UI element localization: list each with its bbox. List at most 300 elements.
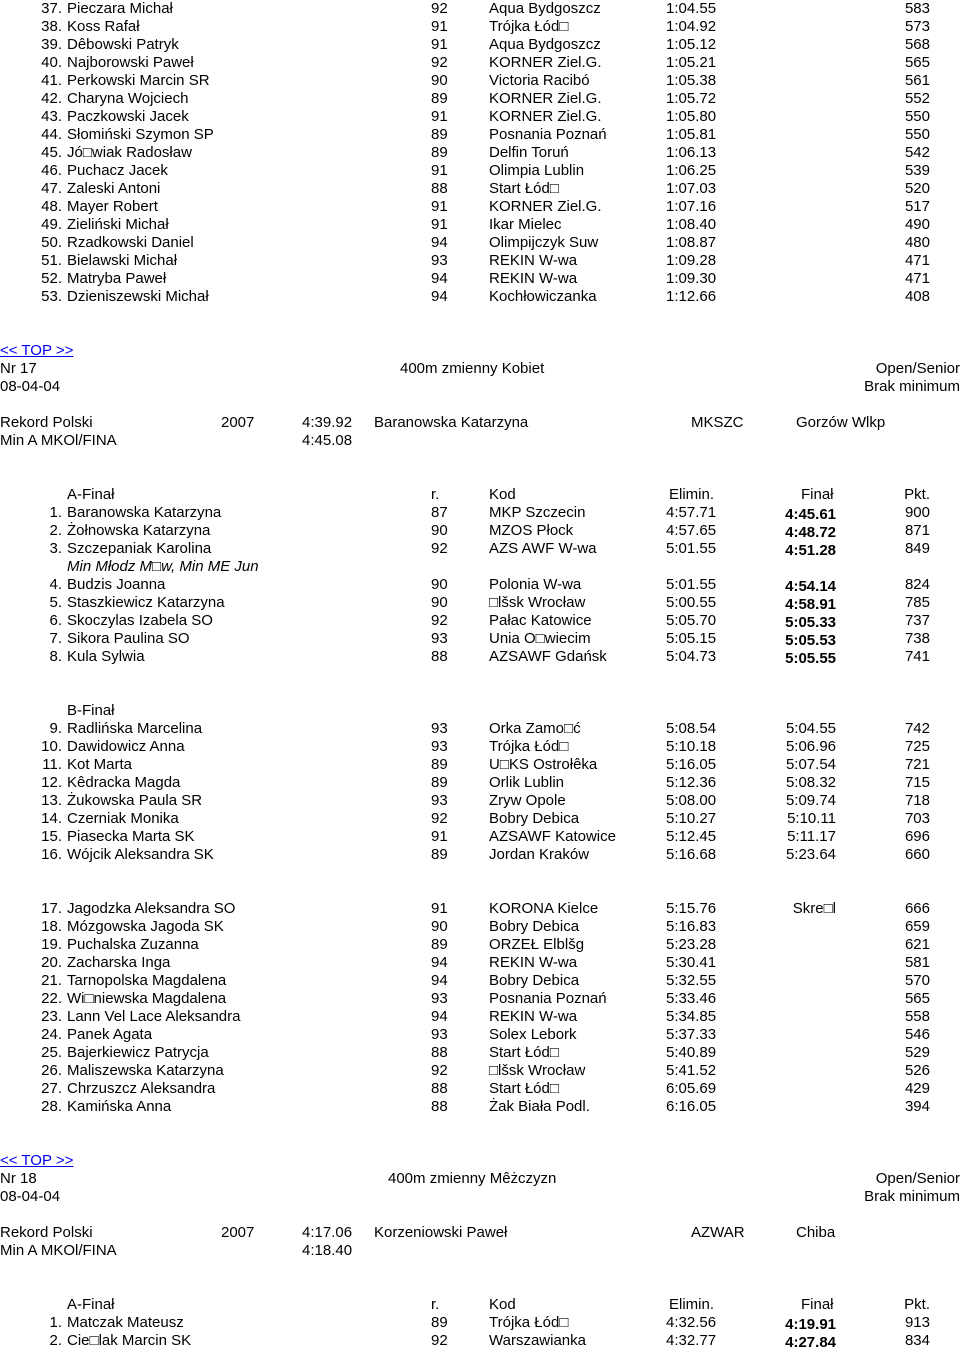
heat-time: 5:10.27: [666, 810, 717, 827]
swimmer-name: Dawidowicz Anna: [67, 738, 185, 755]
heat-time: 5:16.68: [666, 846, 717, 863]
column-header-row: [0, 1296, 960, 1314]
birth-year: 92: [431, 540, 448, 557]
result-row: [0, 252, 960, 270]
event-category: Open/Senior: [875, 1170, 960, 1187]
club-name: Orlik Lublin: [489, 774, 565, 791]
place-number: 16.: [41, 846, 62, 863]
top-link[interactable]: << TOP >>: [0, 342, 74, 359]
heat-time: 5:34.85: [666, 1008, 717, 1025]
event-category: Open/Senior: [875, 360, 960, 377]
place-number: 19.: [41, 936, 62, 953]
header-final: Finał: [801, 486, 834, 503]
birth-year: 89: [431, 846, 448, 863]
b-final-header-row: [0, 702, 960, 720]
swimmer-name: Żołnowska Katarzyna: [67, 522, 211, 539]
heat-time: 5:01.55: [666, 576, 717, 593]
club-name: KORNER Ziel.G.: [489, 198, 602, 215]
swimmer-name: Piasecka Marta SK: [67, 828, 195, 845]
swimmer-name: Bielawski Michał: [67, 252, 178, 269]
result-row: [0, 1098, 960, 1116]
swimmer-name: Charyna Wojciech: [67, 90, 189, 107]
result-row: [0, 0, 960, 18]
club-name: Victoria Racibó: [489, 72, 590, 89]
club-name: □lšsk Wrocław: [489, 1062, 586, 1079]
result-row: [0, 918, 960, 936]
swimmer-name: Pieczara Michał: [67, 0, 173, 17]
birth-year: 92: [431, 1062, 448, 1079]
record-row: [0, 414, 960, 432]
points: 583: [904, 0, 930, 17]
result-row: [0, 216, 960, 234]
points: 824: [904, 576, 930, 593]
heat-time: 5:32.55: [666, 972, 717, 989]
swimmer-name: Rzadkowski Daniel: [67, 234, 194, 251]
final-time: 5:09.74: [785, 792, 836, 809]
birth-year: 89: [431, 756, 448, 773]
swimmer-name: Paczkowski Jacek: [67, 108, 189, 125]
points: 408: [904, 288, 930, 305]
place-number: 22.: [41, 990, 62, 1007]
club-name: Unia O□wiecim: [489, 630, 591, 647]
result-row: [0, 900, 960, 918]
birth-year: 90: [431, 594, 448, 611]
club-name: Aqua Bydgoszcz: [489, 0, 601, 17]
swimmer-name: Jó□wiak Radosław: [67, 144, 192, 161]
result-time: 1:05.81: [666, 126, 717, 143]
points: 542: [904, 144, 930, 161]
heat-time: 4:57.65: [666, 522, 717, 539]
club-name: Start Łód□: [489, 1044, 559, 1061]
points: 568: [904, 36, 930, 53]
points: 703: [904, 810, 930, 827]
club-name: MZOS Płock: [489, 522, 574, 539]
club-name: □lšsk Wrocław: [489, 594, 586, 611]
header-year: r.: [431, 1296, 440, 1313]
place-number: 14.: [41, 810, 62, 827]
swimmer-name: Dêbowski Patryk: [67, 36, 179, 53]
swimmer-name: Kula Sylwia: [67, 648, 145, 665]
club-name: Start Łód□: [489, 180, 559, 197]
swimmer-name: Szczepaniak Karolina: [67, 540, 212, 557]
points: 520: [904, 180, 930, 197]
place-number: 15.: [41, 828, 62, 845]
birth-year: 91: [431, 162, 448, 179]
birth-year: 89: [431, 90, 448, 107]
final-time: 5:05.55: [785, 650, 836, 667]
points: 550: [904, 108, 930, 125]
club-name: KORNER Ziel.G.: [489, 90, 602, 107]
club-name: Trójka Łód□: [489, 1314, 569, 1331]
birth-year: 90: [431, 522, 448, 539]
b-final-label: B-Finał: [67, 702, 115, 719]
result-row: [0, 504, 960, 522]
final-time: 5:04.55: [785, 720, 836, 737]
birth-year: 94: [431, 234, 448, 251]
points: 871: [904, 522, 930, 539]
birth-year: 93: [431, 1026, 448, 1043]
swimmer-name: Cie□lak Marcin SK: [67, 1332, 192, 1349]
place-number: 51.: [41, 252, 62, 269]
result-row: [0, 1314, 960, 1332]
header-club: Kod: [489, 486, 516, 503]
birth-year: 92: [431, 1332, 448, 1349]
result-row: [0, 612, 960, 630]
result-row: [0, 54, 960, 72]
swimmer-name: Matczak Mateusz: [67, 1314, 184, 1331]
points: 725: [904, 738, 930, 755]
swimmer-name: Koss Rafał: [67, 18, 140, 35]
heat-time: 5:30.41: [666, 954, 717, 971]
place-number: 28.: [41, 1098, 62, 1115]
final-time: 5:10.11: [787, 810, 836, 827]
club-name: MKP Szczecin: [489, 504, 586, 521]
birth-year: 94: [431, 954, 448, 971]
birth-year: 88: [431, 180, 448, 197]
points: 581: [904, 954, 930, 971]
event-date-row: [0, 1188, 960, 1206]
club-name: Solex Lebork: [489, 1026, 577, 1043]
result-row: [0, 90, 960, 108]
header-final-name: A-Finał: [67, 486, 115, 503]
result-row: [0, 846, 960, 864]
birth-year: 92: [431, 612, 448, 629]
place-number: 44.: [41, 126, 62, 143]
result-row: [0, 774, 960, 792]
heat-time: 5:12.45: [666, 828, 717, 845]
place-number: 39.: [41, 36, 62, 53]
birth-year: 93: [431, 630, 448, 647]
heat-time: 5:08.00: [666, 792, 717, 809]
place-number: 10.: [41, 738, 62, 755]
points: 737: [904, 612, 930, 629]
points: 573: [904, 18, 930, 35]
record-holder: Baranowska Katarzyna: [374, 414, 529, 431]
record-label: Rekord Polski: [0, 414, 93, 431]
birth-year: 90: [431, 72, 448, 89]
qualification-note: Min Młodz M□w, Min ME Jun: [67, 558, 259, 575]
header-heats: Elimin.: [669, 1296, 715, 1313]
club-name: Trójka Łód□: [489, 18, 569, 35]
result-time: 1:05.12: [666, 36, 717, 53]
place-number: 38.: [41, 18, 62, 35]
points: 900: [904, 504, 930, 521]
club-name: Polonia W-wa: [489, 576, 582, 593]
swimmer-name: Kêdracka Magda: [67, 774, 181, 791]
swimmer-name: Chrzuszcz Aleksandra: [67, 1080, 216, 1097]
heat-time: 5:10.18: [666, 738, 717, 755]
result-time: 1:08.40: [666, 216, 717, 233]
points: 834: [904, 1332, 930, 1349]
result-row: [0, 720, 960, 738]
swimmer-name: Żukowska Paula SR: [67, 792, 203, 809]
swimmer-name: Puchalska Zuzanna: [67, 936, 199, 953]
place-number: 46.: [41, 162, 62, 179]
header-points: Pkt.: [904, 486, 930, 503]
record-holder: Korzeniowski Paweł: [374, 1224, 508, 1241]
place-number: 2.: [49, 522, 62, 539]
result-row: [0, 180, 960, 198]
birth-year: 93: [431, 252, 448, 269]
final-time: 4:48.72: [785, 524, 836, 541]
heat-time: 5:37.33: [666, 1026, 717, 1043]
header-year: r.: [431, 486, 440, 503]
place-number: 43.: [41, 108, 62, 125]
result-time: 1:05.72: [666, 90, 717, 107]
heat-time: 5:16.83: [666, 918, 717, 935]
place-number: 24.: [41, 1026, 62, 1043]
swimmer-name: Maliszewska Katarzyna: [67, 1062, 224, 1079]
record-club: AZWAR: [691, 1224, 745, 1241]
club-name: Delfin Toruń: [489, 144, 569, 161]
header-club: Kod: [489, 1296, 516, 1313]
result-row: [0, 270, 960, 288]
place-number: 37.: [41, 0, 62, 17]
points: 517: [904, 198, 930, 215]
club-name: KORNER Ziel.G.: [489, 54, 602, 71]
event-minimum: Brak minimum: [864, 378, 960, 395]
result-row: [0, 126, 960, 144]
final-time: 4:27.84: [785, 1334, 836, 1351]
points: 785: [904, 594, 930, 611]
birth-year: 90: [431, 576, 448, 593]
result-time: 1:12.66: [666, 288, 717, 305]
record-time: 4:39.92: [302, 414, 353, 431]
result-row: [0, 1080, 960, 1098]
place-number: 52.: [41, 270, 62, 287]
result-row: [0, 162, 960, 180]
swimmer-name: Tarnopolska Magdalena: [67, 972, 227, 989]
final-time: 5:05.53: [785, 632, 836, 649]
result-row: [0, 954, 960, 972]
top-link[interactable]: << TOP >>: [0, 1152, 74, 1169]
swimmer-name: Lann Vel Lace Aleksandra: [67, 1008, 241, 1025]
final-time: 4:54.14: [785, 578, 836, 595]
heat-time: 4:32.77: [666, 1332, 717, 1349]
birth-year: 90: [431, 918, 448, 935]
points: 394: [904, 1098, 930, 1115]
swimmer-name: Bajerkiewicz Patrycja: [67, 1044, 209, 1061]
place-number: 9.: [49, 720, 62, 737]
event-date: 08-04-04: [0, 1188, 61, 1205]
final-time: Skre□l: [792, 900, 836, 917]
result-time: 1:05.21: [666, 54, 717, 71]
final-time: 4:58.91: [785, 596, 836, 613]
event-date-row: [0, 378, 960, 396]
place-number: 11.: [42, 756, 62, 773]
final-time: 4:19.91: [785, 1316, 836, 1333]
swimmer-name: Baranowska Katarzyna: [67, 504, 222, 521]
swimmer-name: Mayer Robert: [67, 198, 158, 215]
club-name: Warszawianka: [489, 1332, 586, 1349]
heat-time: 6:16.05: [666, 1098, 717, 1115]
place-number: 53.: [41, 288, 62, 305]
result-row: [0, 1062, 960, 1080]
birth-year: 91: [431, 18, 448, 35]
header-final: Finał: [801, 1296, 834, 1313]
points: 565: [904, 54, 930, 71]
result-row: [0, 540, 960, 558]
final-time: 5:05.33: [785, 614, 836, 631]
club-name: REKIN W-wa: [489, 1008, 578, 1025]
min-a-label: Min A MKOl/FINA: [0, 432, 117, 449]
place-number: 8.: [49, 648, 62, 665]
points: 558: [904, 1008, 930, 1025]
heat-time: 5:12.36: [666, 774, 717, 791]
place-number: 17.: [41, 900, 62, 917]
club-name: Ikar Mielec: [489, 216, 562, 233]
result-row: [0, 1044, 960, 1062]
club-name: Bobry Debica: [489, 810, 580, 827]
birth-year: 88: [431, 1044, 448, 1061]
result-time: 1:09.30: [666, 270, 717, 287]
place-number: 12.: [41, 774, 62, 791]
club-name: KORONA Kielce: [489, 900, 599, 917]
record-row: [0, 1224, 960, 1242]
swimmer-name: Panek Agata: [67, 1026, 153, 1043]
birth-year: 92: [431, 0, 448, 17]
points: 715: [904, 774, 930, 791]
points: 666: [904, 900, 930, 917]
club-name: Zryw Opole: [489, 792, 566, 809]
points: 659: [904, 918, 930, 935]
birth-year: 94: [431, 270, 448, 287]
birth-year: 93: [431, 720, 448, 737]
record-club: MKSZC: [691, 414, 744, 431]
result-row: [0, 792, 960, 810]
points: 561: [904, 72, 930, 89]
club-name: Olimpia Lublin: [489, 162, 585, 179]
heat-time: 4:32.56: [666, 1314, 717, 1331]
club-name: REKIN W-wa: [489, 252, 578, 269]
birth-year: 88: [431, 648, 448, 665]
record-year: 2007: [221, 1224, 255, 1241]
points: 721: [904, 756, 930, 773]
result-row: [0, 990, 960, 1008]
club-name: REKIN W-wa: [489, 270, 578, 287]
min-a-time: 4:18.40: [302, 1242, 353, 1259]
points: 849: [904, 540, 930, 557]
result-row: [0, 828, 960, 846]
club-name: U□KS Ostrołêka: [489, 756, 598, 773]
result-row: [0, 756, 960, 774]
header-final-name: A-Finał: [67, 1296, 115, 1313]
heat-time: 5:15.76: [666, 900, 717, 917]
swimmer-name: Sikora Paulina SO: [67, 630, 190, 647]
event-title-row: [0, 1170, 960, 1188]
result-time: 1:06.25: [666, 162, 717, 179]
club-name: Bobry Debica: [489, 972, 580, 989]
points: 526: [904, 1062, 930, 1079]
record-city: Gorzów Wlkp: [796, 414, 886, 431]
record-city: Chiba: [796, 1224, 836, 1241]
place-number: 47.: [41, 180, 62, 197]
swimmer-name: Czerniak Monika: [67, 810, 179, 827]
points: 742: [904, 720, 930, 737]
swimmer-name: Radlińska Marcelina: [67, 720, 203, 737]
birth-year: 91: [431, 36, 448, 53]
points: 471: [904, 270, 930, 287]
club-name: Trójka Łód□: [489, 738, 569, 755]
record-label: Rekord Polski: [0, 1224, 93, 1241]
birth-year: 92: [431, 810, 448, 827]
birth-year: 92: [431, 54, 448, 71]
final-time: 5:07.54: [785, 756, 836, 773]
result-row: [0, 648, 960, 666]
result-time: 1:05.38: [666, 72, 717, 89]
final-time: 5:08.32: [785, 774, 836, 791]
club-name: Jordan Kraków: [489, 846, 590, 863]
place-number: 41.: [41, 72, 62, 89]
result-time: 1:04.92: [666, 18, 717, 35]
result-row: [0, 144, 960, 162]
birth-year: 91: [431, 828, 448, 845]
points: 529: [904, 1044, 930, 1061]
swimmer-name: Słomiński Szymon SP: [67, 126, 214, 143]
min-a-time: 4:45.08: [302, 432, 353, 449]
club-name: AZSAWF Gdańsk: [489, 648, 607, 665]
points: 546: [904, 1026, 930, 1043]
points: 552: [904, 90, 930, 107]
final-time: 4:45.61: [785, 506, 836, 523]
swimmer-name: Zieliński Michał: [67, 216, 169, 233]
club-name: Olimpijczyk Suw: [489, 234, 599, 251]
result-row: [0, 288, 960, 306]
birth-year: 91: [431, 108, 448, 125]
points: 570: [904, 972, 930, 989]
heat-time: 5:16.05: [666, 756, 717, 773]
birth-year: 94: [431, 288, 448, 305]
result-time: 1:05.80: [666, 108, 717, 125]
place-number: 7.: [49, 630, 62, 647]
swimmer-name: Puchacz Jacek: [67, 162, 168, 179]
birth-year: 93: [431, 990, 448, 1007]
result-row: [0, 108, 960, 126]
birth-year: 94: [431, 972, 448, 989]
swimmer-name: Kamińska Anna: [67, 1098, 172, 1115]
birth-year: 89: [431, 1314, 448, 1331]
club-name: Żak Biała Podl.: [489, 1098, 590, 1115]
event-number: Nr 17: [0, 360, 37, 377]
result-time: 1:04.55: [666, 0, 717, 17]
heat-time: 5:23.28: [666, 936, 717, 953]
record-time: 4:17.06: [302, 1224, 353, 1241]
points: 471: [904, 252, 930, 269]
swimmer-name: Kot Marta: [67, 756, 133, 773]
swimmer-name: Dzieniszewski Michał: [67, 288, 209, 305]
result-time: 1:06.13: [666, 144, 717, 161]
result-row: [0, 630, 960, 648]
club-name: AZSAWF Katowice: [489, 828, 616, 845]
result-row: [0, 810, 960, 828]
min-a-row: [0, 432, 960, 450]
record-year: 2007: [221, 414, 255, 431]
club-name: Bobry Debica: [489, 918, 580, 935]
swimmer-name: Wójcik Aleksandra SK: [67, 846, 214, 863]
heat-time: 5:40.89: [666, 1044, 717, 1061]
heat-time: 5:41.52: [666, 1062, 717, 1079]
heat-time: 4:57.71: [666, 504, 717, 521]
result-time: 1:08.87: [666, 234, 717, 251]
birth-year: 91: [431, 198, 448, 215]
result-row: [0, 972, 960, 990]
column-header-row: [0, 486, 960, 504]
result-row: [0, 738, 960, 756]
place-number: 20.: [41, 954, 62, 971]
swimmer-name: Zacharska Inga: [67, 954, 171, 971]
points: 696: [904, 828, 930, 845]
swimmer-name: Staszkiewicz Katarzyna: [67, 594, 225, 611]
